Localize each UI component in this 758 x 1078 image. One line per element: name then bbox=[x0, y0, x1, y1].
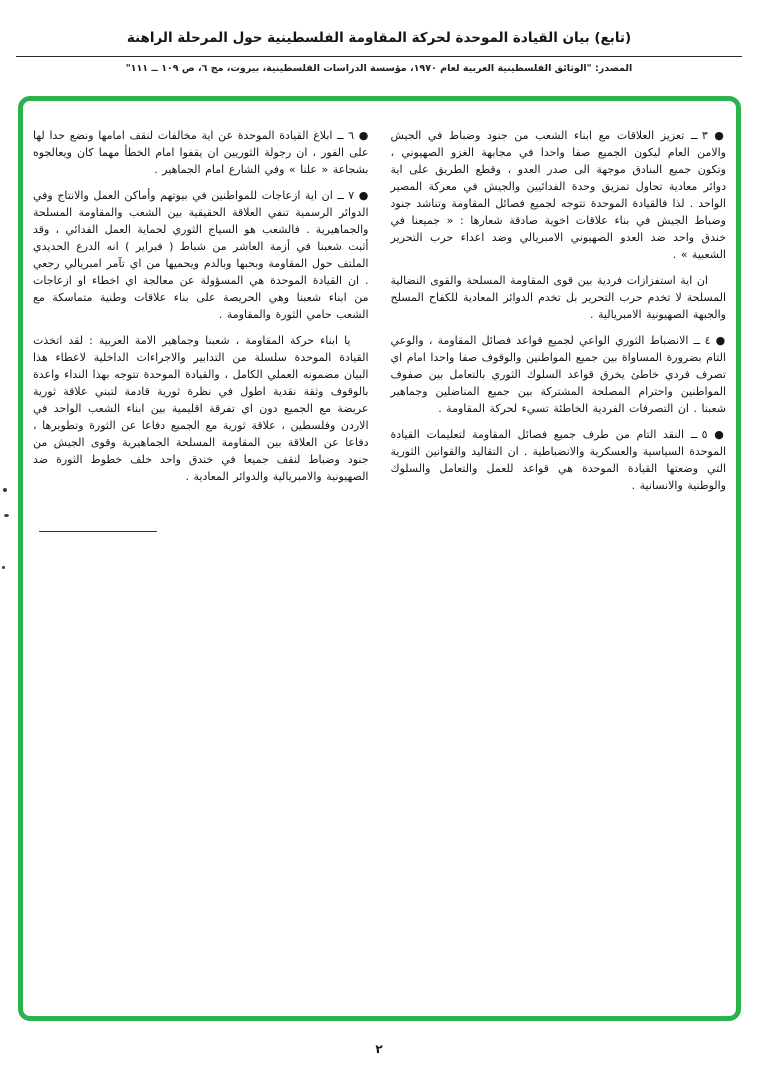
document-title: (تابع) بيان القيادة الموحدة لحركة المقاومة الفلسطينية حول المرحلة الراهنة bbox=[126, 30, 632, 46]
paragraph-item-3: ● ٣ ــ تعزيز العلاقات مع ابناء الشعب من جنود وضباط في الجيش والامن العام ليكون الجميع صفا واحدا في مجابهة الغزو الصهيوني ، وتكون جميع البنادق موجهة الى صدر العدو ، وقطع الطريق على اية دوائر معادية تحاول تمزيق وحدة الفدائيين والجيش في معركة المصير الواحد . لذا فالقيادة الموحدة تتوجه لجميع فصائل المقاومة وتناشد جنود وضباط الجيش في بناء علاقات اخوية صادقة شعارها : « جميعنا في خندق واحد ضد العدو الصهيوني الامبريالي وضد اعداء حرب التحرير الشعبية » . bbox=[390, 129, 726, 261]
paragraph-item-6: ● ٦ ــ ابلاغ القيادة الموحدة عن اية مخالفات لنقف امامها ونضع حدا لها على الفور ، ان رجولة الثوريين ان يقفوا امام الخطأ مهما كان ويعالجوه بشجاعة « علنا » وفي الشارع امام الجماهير . bbox=[33, 129, 369, 176]
source-citation: المصدر: "الوثائق الفلسطينية العربية لعام ١٩٧٠، مؤسسة الدراسات الفلسطينية، بيروت، مج ٦، ص ١٠٩ ــ ١١١" bbox=[125, 63, 633, 74]
green-border-frame bbox=[18, 96, 741, 1021]
end-of-text-divider bbox=[39, 531, 157, 532]
paragraph-item-4: ● ٤ ــ الانضباط الثوري الواعي لجميع قواعد فصائل المقاومة ، والوعي التام بضرورة المساواة بين جميع المواطنين والوقوف صفا واحدا امام اي تصرف فردي خاطئ يخرق قواعد السلوك الثوري بالتعامل بين صفوف المواطنين واحترام المصلحة المشتركة بين جميع المناضلين وجماهير شعبنا . ان التصرفات الفردية الخاطئة تسيء لحركة المقاومة . bbox=[390, 334, 726, 415]
scan-artifact bbox=[2, 566, 5, 569]
text-columns bbox=[23, 101, 736, 532]
paragraph-item-7: ● ٧ ــ ان اية ازعاجات للمواطنين في بيوتهم وأماكن العمل والانتاج وفي الدوائر الرسمية تنفي العلاقة الحقيقية بين الشعب والمقاومة المسلحة والجماهيرية . فالشعب هو السياج الثوري لحماية العمل الفدائي ، وقد أثبت شعبنا في أزمة العاشر من شباط ( فبراير ) انه الدرع الحديدي الملتف حول المقاومة وبحبها وبالدم ويحميها من اي تآمر امبريالي رجعي . ان القيادة الموحدة هي المسؤولة عن معالجة اي اخطاء او ازعاجات من ابناء شعبنا وهي الحريصة على بناء علاقات وطنية متماسكة مع الشعب حامي الثورة والمقاومة . bbox=[33, 189, 369, 321]
scan-artifact bbox=[3, 488, 7, 492]
column-right bbox=[391, 127, 727, 532]
paragraph-item-3-continuation: ان اية استفزازات فردية بين قوى المقاومة المسلحة والقوى النضالية المسلحة لا تخدم حرب التحرير بل تخدم الدوائر المعادية للكفاح المسلح والجبهة الصهيونية الامبريالية . bbox=[390, 274, 726, 321]
paragraph-item-5: ● ٥ ــ النقد التام من طرف جميع فصائل المقاومة لتعليمات القيادة الموحدة السياسية والعسكرية والانضباطية . ان التقاليد والقوانين الثورية التي وضعتها القيادة الموحدة هي قواعد للعمل والتعامل والسلوك والوطنية والانسانية . bbox=[390, 428, 726, 492]
scan-artifact bbox=[4, 514, 9, 517]
title-divider bbox=[16, 56, 742, 57]
column-left bbox=[33, 127, 369, 532]
paragraph-closing: يا ابناء حركة المقاومة ، شعبنا وجماهير الامة العربية : لقد اتخذت القيادة الموحدة سلسلة من التدابير والاجراءات الداخلية لاعطاء هذا البيان مضمونه العملي الكامل ، والقيادة الموحدة تتوجه بهذا النداء واعدة بالوقوف وثقة نقدية اطول في نظرة ثورية قادمة لتبني علاقة ثورية عريضة مع الجميع دون اي تفرقة اقليمية بين ابناء الشعب الواحد في الاردن وفلسطين ، علاقة ثورية مع الجميع دفاعا عن الثورة وتطويرها ، دفاعا عن العلاقة بين المقاومة المسلحة الجماهيرية وقوى الجيش من جنود وضباط لنقف جميعا في خندق واحد خلف خطوط الثورة ضد الصهيونية والامبريالية والدوائر المعادية . bbox=[33, 334, 369, 483]
page-number: ٢ bbox=[375, 1042, 383, 1056]
